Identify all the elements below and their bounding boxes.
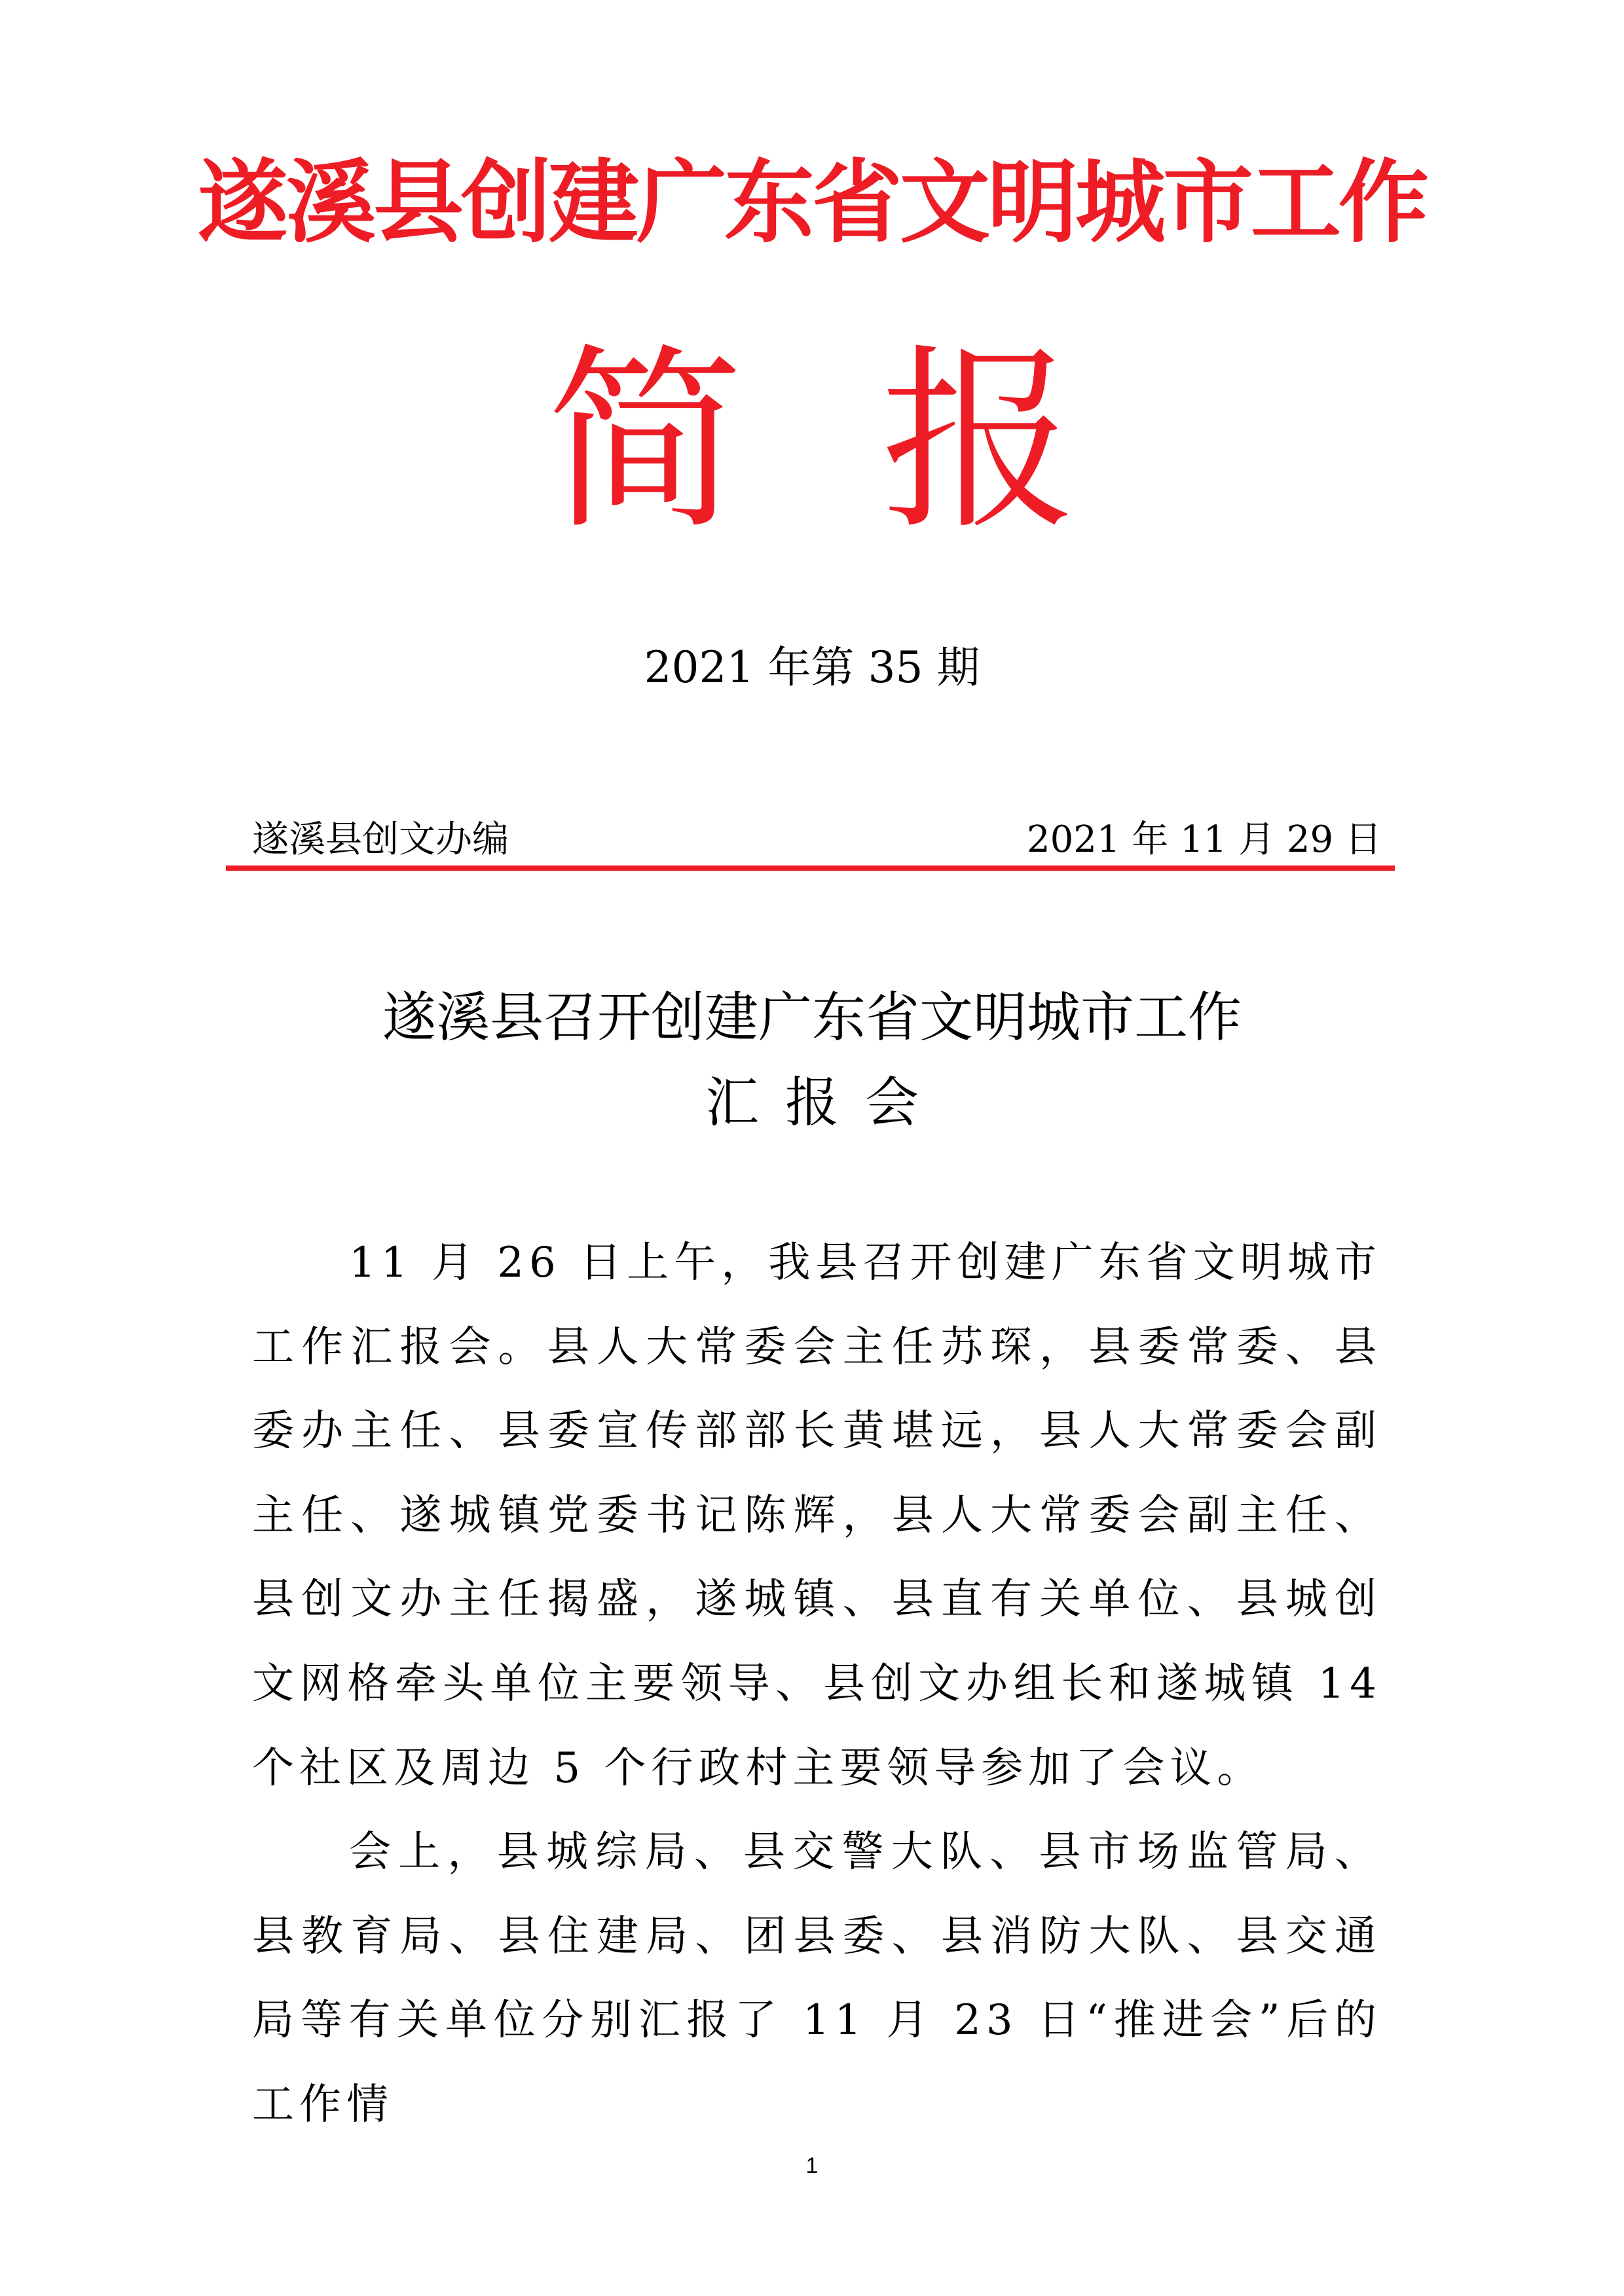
bulletin-title <box>547 327 1077 556</box>
masthead-org-title: 遂溪县创建广东省文明城市工作 <box>197 150 1426 255</box>
page-number: 1 <box>805 2153 819 2178</box>
paragraph: 会上，县城综局、县交警大队、县市场监管局、县教育局、县住建局、团县委、县消防大队、县交通局等有关单位分别汇报了 11 月 23 日“推进会”后的工作情 <box>252 1828 1382 2129</box>
bulletin-title-char-2: 报 <box>881 327 1077 556</box>
article-title-line-2: 汇报会 <box>705 1072 945 1134</box>
article-title <box>0 975 1624 1146</box>
paragraph: 11 月 26 日上午，我县召开创建广东省文明城市工作汇报会。县人大常委会主任苏琛，县委常委、县委办主任、县委宣传部部长黄堪远，县人大常委会副主任、遂城镇党委书记陈辉，县人大常委会副主任、县创文办主任揭盛，遂城镇、县直有关单位、县城创文网格牵头单位主要领导、县创文办组长和遂城镇 14 个社区及周边 5 个行政村主要领导参加了会议。 <box>252 1239 1382 1793</box>
publish-date: 2021 年 11 月 29 日 <box>1026 818 1382 861</box>
bulletin-title-char-1: 简 <box>547 327 743 556</box>
meta-line <box>252 814 1382 866</box>
red-divider <box>226 866 1395 871</box>
article-body <box>252 1221 1382 2147</box>
article-title-line-1: 遂溪县召开创建广东省文明城市工作 <box>382 987 1242 1049</box>
issue-number: 2021 年第 35 期 <box>644 642 980 693</box>
editor-label: 遂溪县创文办编 <box>252 818 509 861</box>
